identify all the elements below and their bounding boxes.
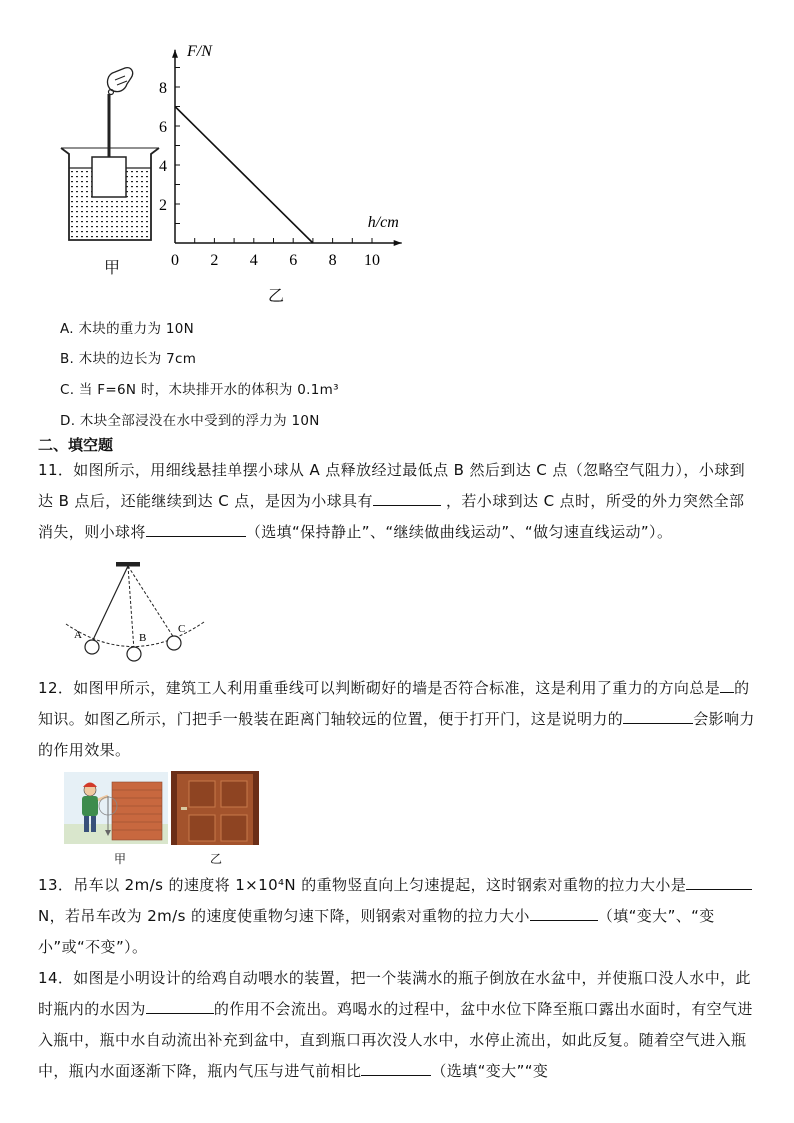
caption-yi: 乙 bbox=[210, 852, 223, 866]
q13-blank-1 bbox=[686, 872, 752, 890]
q12-blank-2 bbox=[623, 706, 693, 724]
x-tick-label: 4 bbox=[249, 252, 258, 269]
section-title: 二、填空题 bbox=[38, 436, 114, 454]
x-axis-arrow bbox=[394, 240, 402, 246]
figure-yi-label: 乙 bbox=[268, 286, 285, 305]
q11-text-3: （选填“保持静止”、“继续做曲线运动”、“做匀速直线运动”）。 bbox=[245, 523, 673, 541]
pendulum-label-b: B bbox=[139, 632, 147, 644]
question-12 bbox=[38, 673, 758, 766]
option-b: B. 木块的边长为 7cm bbox=[60, 351, 197, 367]
q12-blank-1 bbox=[720, 675, 734, 693]
q14-text-1: 14．如图是小明设计的给鸡自动喂水的装置，把一个装满水的瓶子倒放在水盆中，并使瓶口没人水中，此时瓶内的水因为 bbox=[38, 969, 751, 1018]
q14-blank-1 bbox=[146, 996, 214, 1014]
q13-text-1: 13．吊车以 2m/s 的速度将 1×10⁴N 的重物竖直向上匀速提起，这时钢索对重物的拉力大小是 bbox=[38, 876, 687, 894]
caption-jia: 甲 bbox=[114, 852, 127, 866]
x-tick-label: 8 bbox=[328, 252, 337, 269]
x-tick-label: 6 bbox=[289, 252, 298, 269]
pendulum-label-a: A bbox=[74, 629, 82, 641]
q11-blank-2 bbox=[146, 519, 246, 537]
q11-blank-1 bbox=[373, 488, 441, 506]
x-tick-label: 2 bbox=[210, 252, 219, 269]
x-axis-label: h/cm bbox=[367, 214, 399, 231]
q14-text-2: 的作用不会流出。鸡喝水的过程中，盆中水位下降至瓶口露出水面时，有空气进入瓶中，瓶中水自动流出补充到盆中，直到瓶口再次没人水中，水停止流出，如此反复。随着空气进入瓶中，瓶内水面逐渐下降，瓶内气压与进气前相比 bbox=[38, 1000, 753, 1080]
q13-text-2: N，若吊车改为 2m/s 的速度使重物匀速下降，则钢索对重物的拉力大小 bbox=[38, 907, 530, 925]
q11-text-2: ，若小球到达 C 点时，所受的外力突然全部消失，则小球将 bbox=[38, 492, 745, 541]
y-tick-label: 8 bbox=[159, 80, 167, 97]
option-d: D. 木块全部浸没在水中受到的浮力为 10N bbox=[60, 413, 320, 429]
door-handle-icon bbox=[181, 807, 187, 810]
figure-jia-label: 甲 bbox=[104, 258, 121, 277]
q13-text-3: （填“变大”、“变小”或“不变”）。 bbox=[38, 907, 715, 956]
figure-jia-beaker bbox=[55, 60, 165, 250]
q11-text-1: 11．如图所示，用细线悬挂单摆小球从 A 点释放经过最低点 B 然后到达 C 点（忽略空气阻力），小球到达 B 点后，还能继续到达 C 点，是因为小球具有 bbox=[38, 461, 746, 510]
pendulum-label-c: C bbox=[178, 623, 186, 635]
question-13 bbox=[38, 870, 758, 963]
y-tick-label: 2 bbox=[159, 197, 167, 214]
option-c: C. 当 F=6N 时，木块排开水的体积为 0.1m³ bbox=[60, 382, 339, 398]
figure-yi-chart bbox=[150, 38, 440, 278]
y-tick-label: 4 bbox=[159, 158, 167, 175]
pendulum-figure bbox=[60, 558, 220, 668]
q13-blank-2 bbox=[530, 903, 598, 921]
option-a: A. 木块的重力为 10N bbox=[60, 321, 195, 337]
q12-text-1: 12．如图甲所示，建筑工人利用重垂线可以判断砌好的墙是否符合标准，这是利用了重力的方向总是 bbox=[38, 679, 721, 697]
y-axis-arrow bbox=[172, 50, 178, 58]
series-line bbox=[175, 107, 313, 244]
worker-plumb-line-image bbox=[64, 772, 168, 844]
q14-blank-2 bbox=[361, 1058, 431, 1076]
q12-text-3: 会影响力的作用效果。 bbox=[38, 710, 755, 759]
door-image bbox=[171, 771, 259, 845]
question-14 bbox=[38, 963, 758, 1087]
y-axis-label: F/N bbox=[187, 42, 212, 60]
x-tick-label: 10 bbox=[364, 252, 380, 269]
hand-icon bbox=[108, 68, 133, 95]
q14-text-3: （选填“变大”“变 bbox=[431, 1062, 549, 1080]
x-tick-label: 0 bbox=[171, 252, 179, 269]
y-tick-label: 6 bbox=[159, 119, 167, 136]
question-11 bbox=[38, 455, 758, 548]
q12-text-2: 的知识。如图乙所示，门把手一般装在距离门轴较远的位置，便于打开门，这是说明力的 bbox=[38, 679, 750, 728]
